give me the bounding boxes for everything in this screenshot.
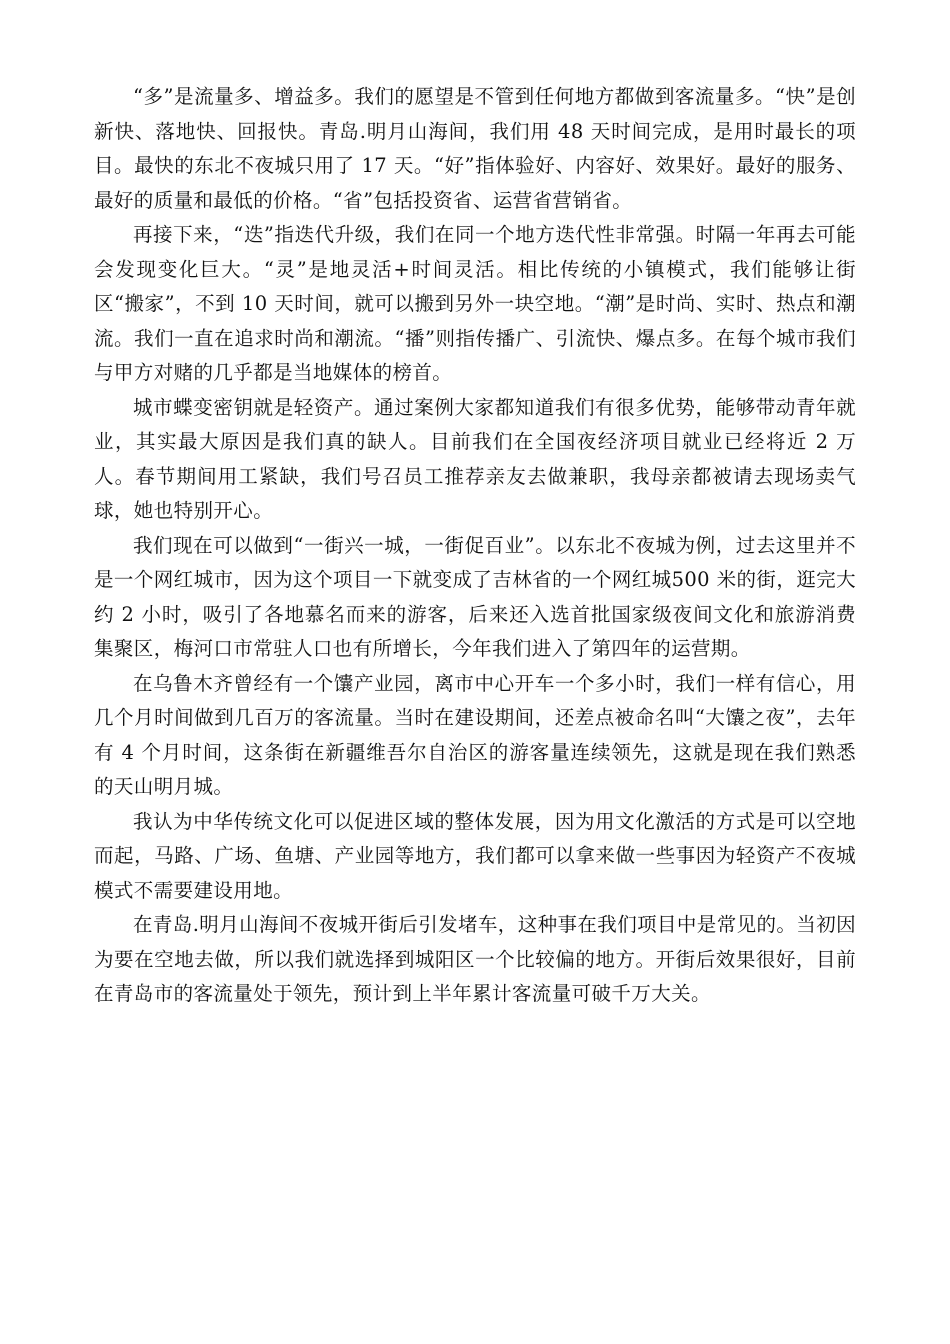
document-body bbox=[94, 80, 856, 1012]
paragraph-4: 我们现在可以做到“一街兴一城，一街促百业”。以东北不夜城为例，过去这里并不是一个网红城市，因为这个项目一下就变成了吉林省的一个网红城500 米的街，逛完大约 2 小时，吸引了各地慕名而来的游客，后来还入选首批国家级夜间文化和旅游消费集聚区，梅河口市常驻人口也有所增长，今年我们进入了第四年的运营期。 bbox=[94, 533, 856, 660]
paragraph-3: 城市蝶变密钥就是轻资产。通过案例大家都知道我们有很多优势，能够带动青年就业，其实最大原因是我们真的缺人。目前我们在全国夜经济项目就业已经将近 2 万人。春节期间用工紧缺，我们号召员工推荐亲友去做兼职，我母亲都被请去现场卖气球，她也特别开心。 bbox=[94, 395, 856, 522]
paragraph-2: 再接下来，“迭”指迭代升级，我们在同一个地方迭代性非常强。时隔一年再去可能会发现变化巨大。“灵”是地灵活+时间灵活。相比传统的小镇模式，我们能够让街区“搬家”，不到 10 天时间，就可以搬到另外一块空地。“潮”是时尚、实时、热点和潮流。我们一直在追求时尚和潮流。“播”则指传播广、引流快、爆点多。在每个城市我们与甲方对赌的几乎都是当地媒体的榜首。 bbox=[94, 223, 856, 384]
paragraph-1: “多”是流量多、增益多。我们的愿望是不管到任何地方都做到客流量多。“快”是创新快、落地快、回报快。青岛.明月山海间，我们用 48 天时间完成，是用时最长的项目。最快的东北不夜城只用了 17 天。“好”指体验好、内容好、效果好。最好的服务、最好的质量和最低的价格。“省”包括投资省、运营省营销省。 bbox=[94, 85, 856, 212]
paragraph-7: 在青岛.明月山海间不夜城开街后引发堵车，这种事在我们项目中是常见的。当初因为要在空地去做，所以我们就选择到城阳区一个比较偏的地方。开街后效果很好，目前在青岛市的客流量处于领先，预计到上半年累计客流量可破千万大关。 bbox=[94, 913, 856, 1005]
paragraph-6: 我认为中华传统文化可以促进区域的整体发展，因为用文化激活的方式是可以空地而起，马路、广场、鱼塘、产业园等地方，我们都可以拿来做一些事因为轻资产不夜城模式不需要建设用地。 bbox=[94, 809, 856, 902]
paragraph-5: 在乌鲁木齐曾经有一个馕产业园，离市中心开车一个多小时，我们一样有信心，用几个月时间做到几百万的客流量。当时在建设期间，还差点被命名叫“大馕之夜”，去年有 4 个月时间，这条街在新疆维吾尔自治区的游客量连续领先，这就是现在我们熟悉的天山明月城。 bbox=[94, 671, 856, 798]
